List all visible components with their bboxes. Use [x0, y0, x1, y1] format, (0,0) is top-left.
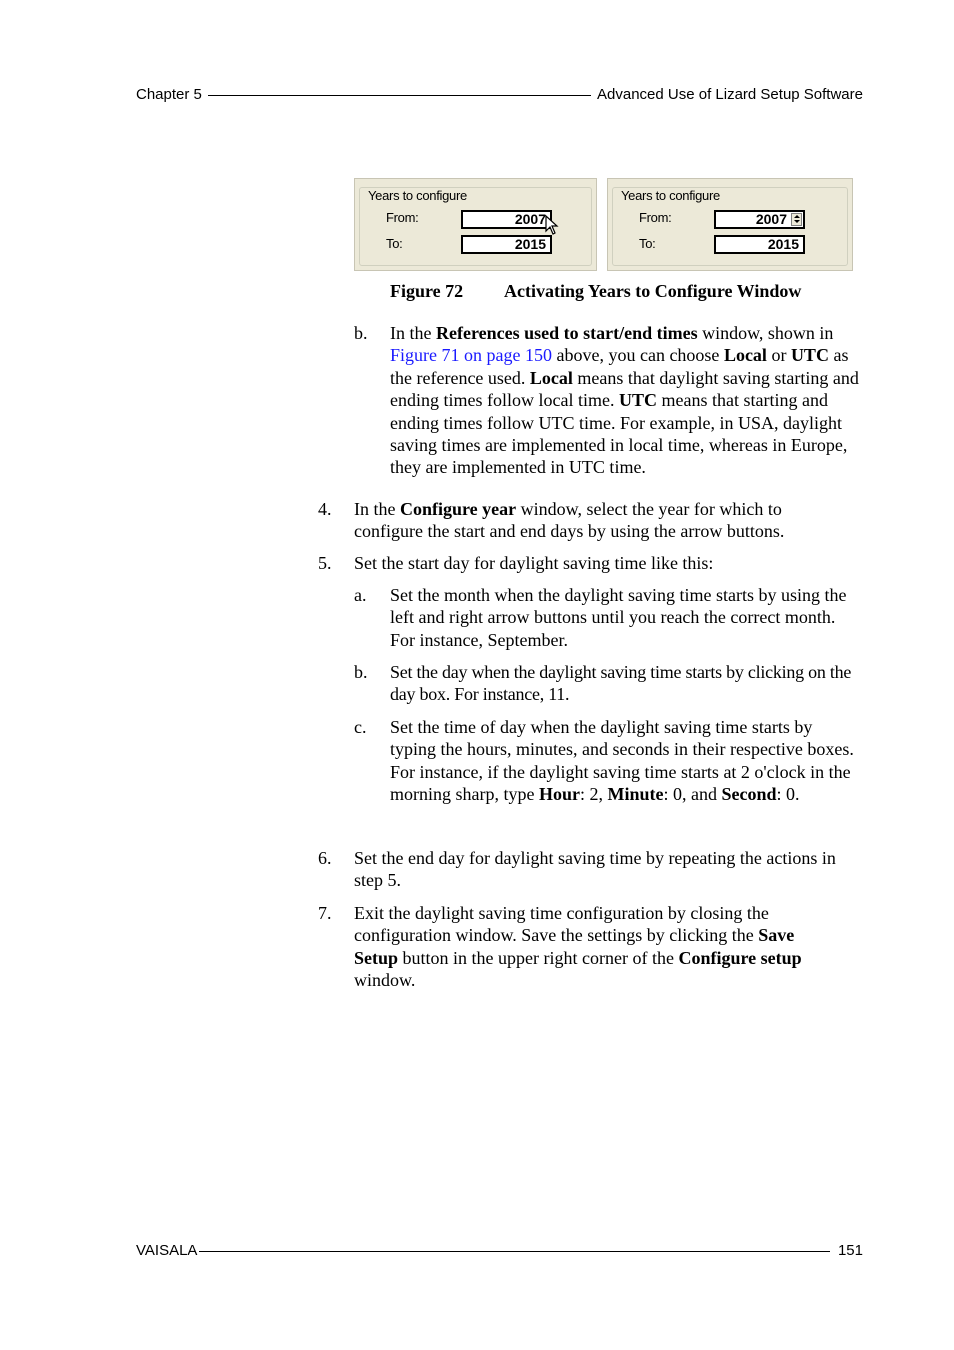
item-body: In the References used to start/end times window, shown in Figure 71 on page 150 above, you can choose Local or UTC as the reference used. Local means that daylight saving starting and ending times follow local time. UTC means that starting and ending times follow UTC time. For example, in USA, daylight saving times are implemented in local time, whereas in Europe, they are implemented in UTC time.: [390, 323, 859, 478]
page-number: 151: [837, 1242, 863, 1259]
chapter-title: Advanced Use of Lizard Setup Software: [597, 86, 863, 103]
item-body: Set the time of day when the daylight saving time starts by typing the hours, minutes, and seconds in their respective boxes. For instance, if the daylight saving time starts at 2 o'clock in the morning sharp, type Hour: 2, Minute: 0, and Second: 0.: [390, 717, 854, 805]
item-label: a.: [354, 585, 367, 605]
figure-title: Activating Years to Configure Window: [504, 281, 802, 301]
figure-panel-1: [354, 178, 597, 271]
figure-panel-2: [607, 178, 853, 271]
item-label: b.: [354, 323, 368, 343]
from-label: From:: [639, 210, 672, 225]
to-label: To:: [639, 236, 656, 251]
mouse-cursor-icon: [545, 215, 561, 237]
figure-caption: [390, 281, 801, 302]
item-body: In the Configure year window, select the year for which to configure the start and end days by using the arrow buttons.: [354, 499, 785, 542]
group-legend: Years to configure: [368, 188, 467, 203]
to-label: To:: [386, 236, 403, 251]
figure-71-link[interactable]: Figure 71 on page 150: [390, 345, 552, 366]
group-legend: Years to configure: [621, 188, 720, 203]
from-label: From:: [386, 210, 419, 225]
item-label: b.: [354, 662, 368, 682]
from-year-value: 2007: [755, 211, 787, 227]
item-label: 4.: [318, 499, 332, 519]
item-label: c.: [354, 717, 367, 737]
item-body: Set the month when the daylight saving time starts by using the left and right arrow buttons until you reach the correct month. For instance, September.: [390, 585, 847, 650]
item-body: Set the day when the daylight saving time starts by clicking on the day box. For instance, 11.: [390, 662, 852, 705]
item-body: Set the start day for daylight saving time like this:: [354, 553, 714, 573]
item-body: Set the end day for daylight saving time by repeating the actions in step 5.: [354, 848, 836, 891]
figure-number: Figure 72: [390, 281, 464, 301]
from-year-field[interactable]: [714, 210, 805, 229]
footer-rule: [199, 1251, 830, 1252]
page-footer: [136, 1242, 863, 1259]
company-name: VAISALA: [136, 1242, 198, 1259]
header-rule: [208, 95, 591, 96]
item-label: 5.: [318, 553, 332, 573]
year-spinner-arrows-icon[interactable]: [791, 213, 802, 226]
item-body: Exit the daylight saving time configuration by closing the configuration window. Save the settings by clicking the Save Setup button in the upper right corner of the Configure setup window.: [354, 903, 802, 991]
from-year-field[interactable]: 2007: [461, 210, 552, 229]
item-label: 6.: [318, 848, 332, 868]
to-year-field[interactable]: 2015: [461, 235, 552, 254]
chapter-label: Chapter 5: [136, 86, 202, 103]
item-label: 7.: [318, 903, 332, 923]
to-year-field[interactable]: 2015: [714, 235, 805, 254]
page-header: [136, 86, 863, 103]
